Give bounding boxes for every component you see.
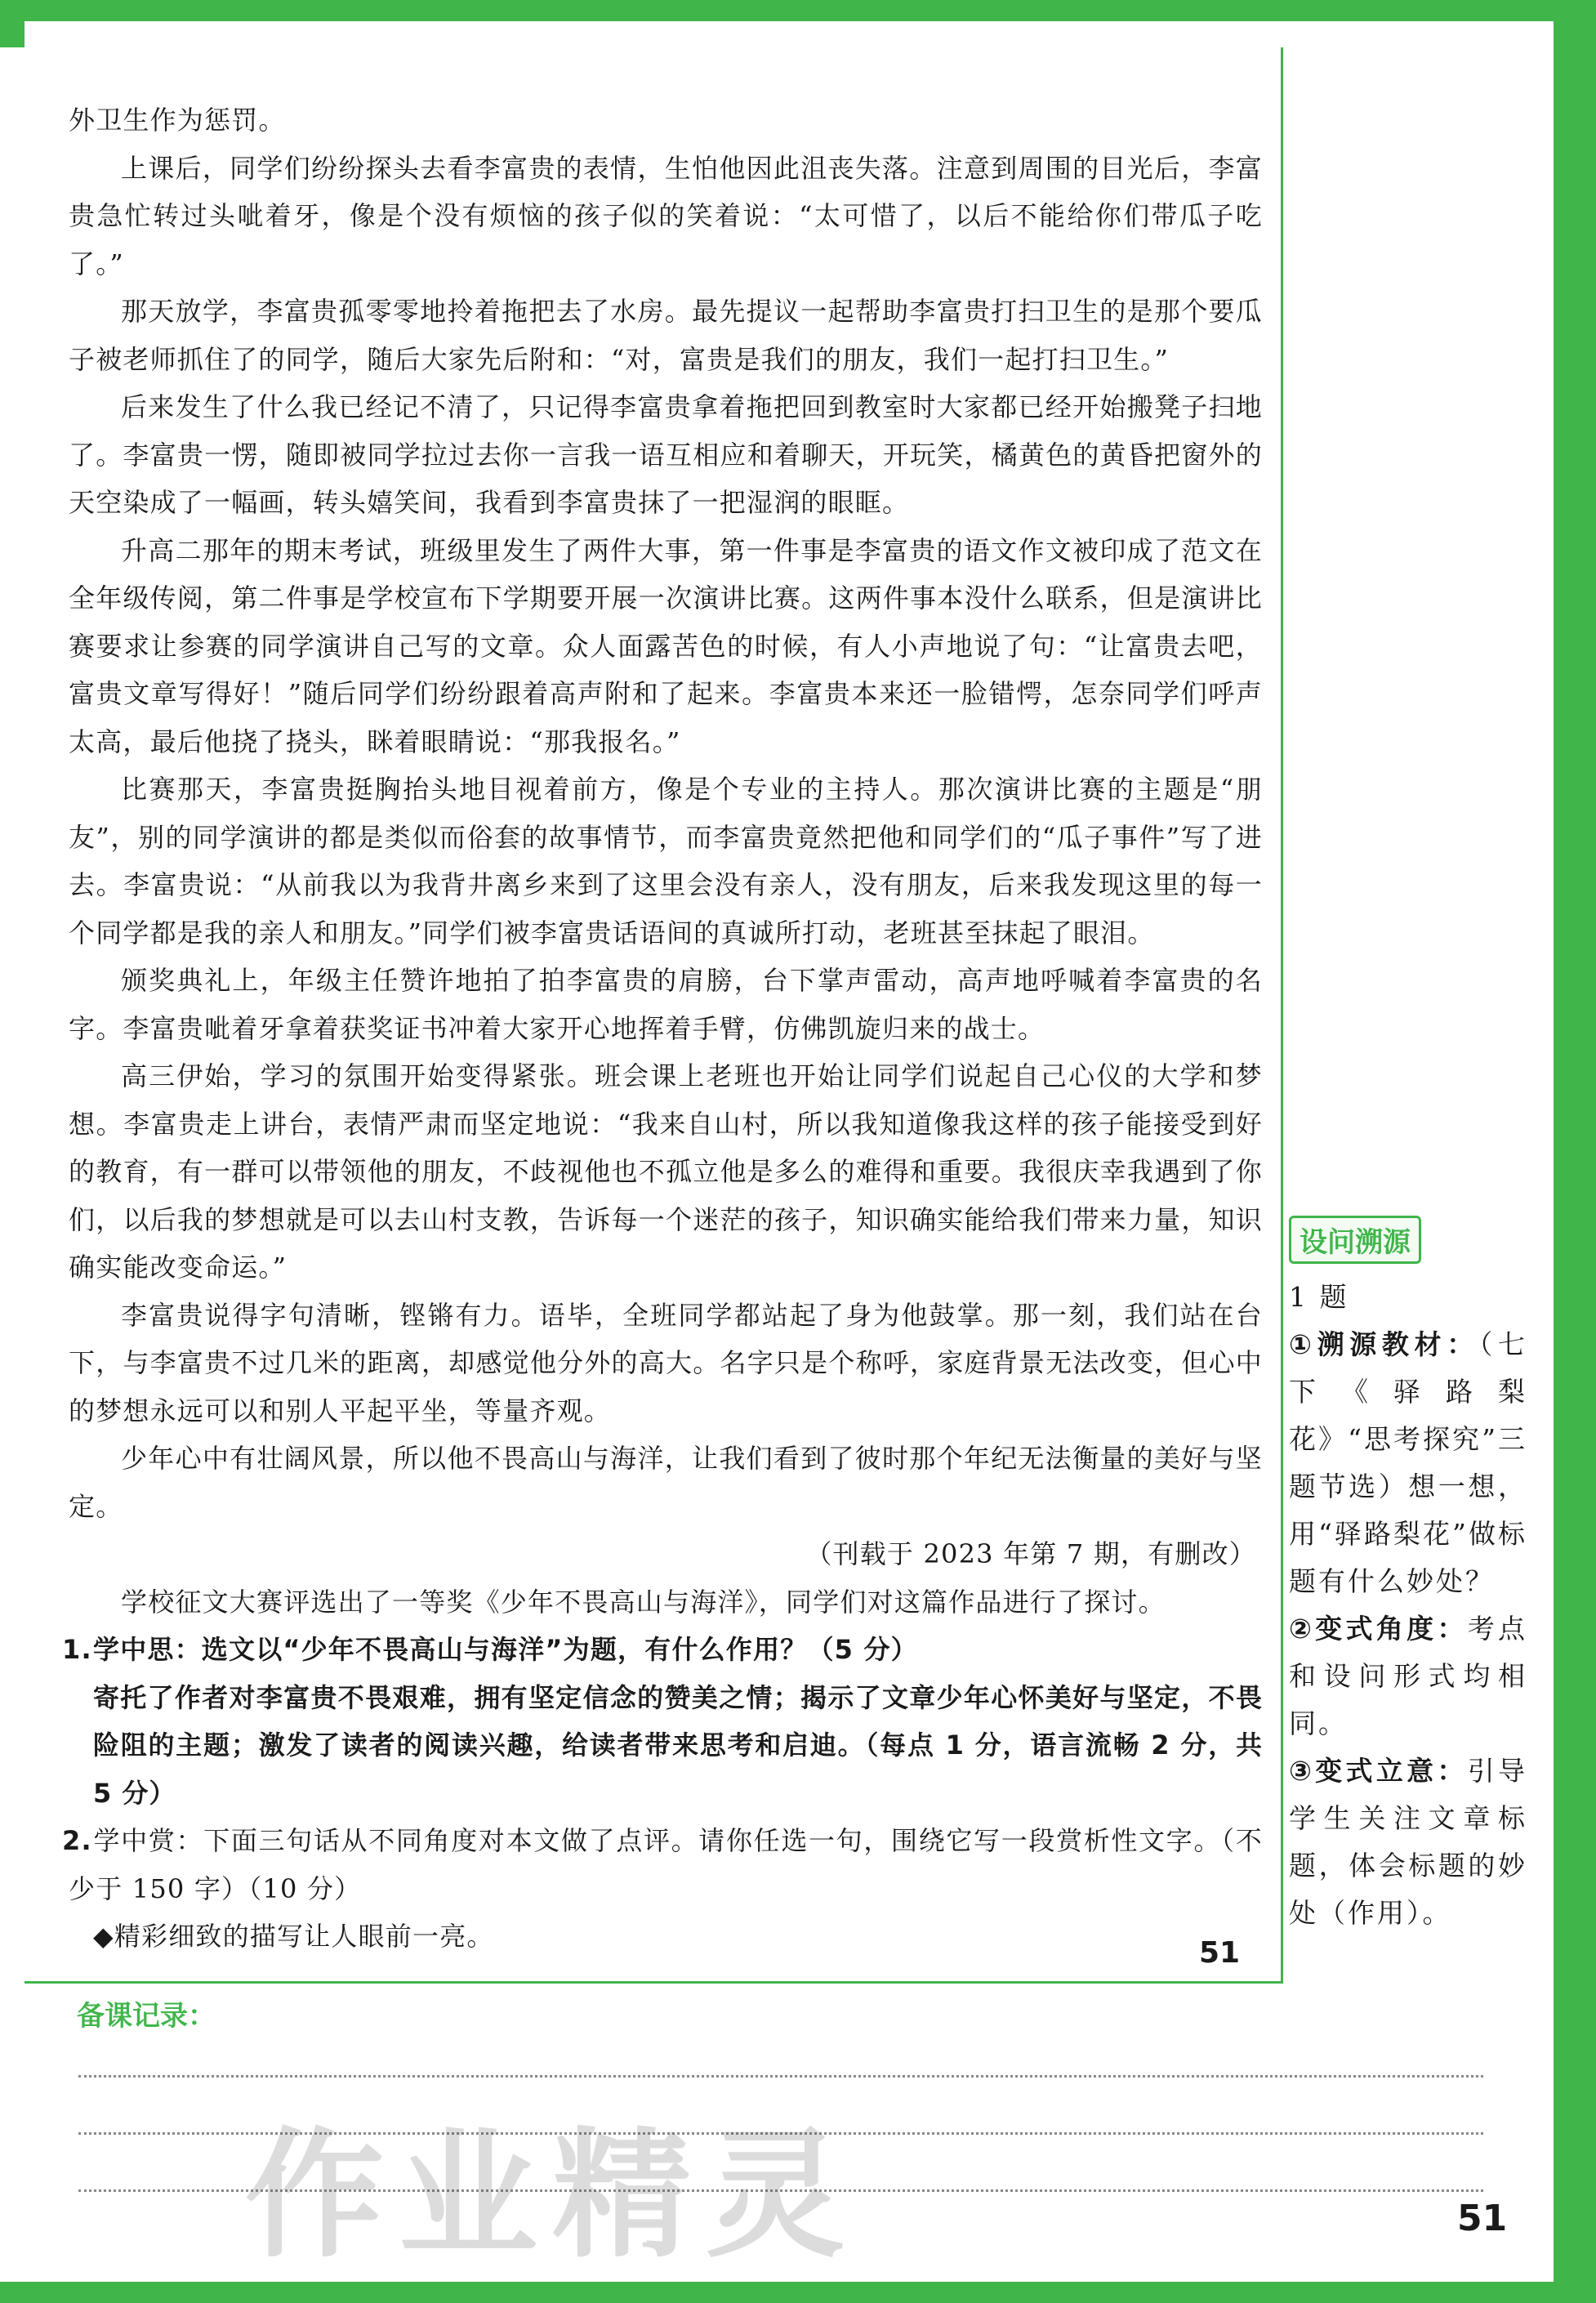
bullet-item: ◆精彩细致的描写让人眼前一亮。 <box>93 1921 494 1952</box>
page-number-outer: 51 <box>1457 2198 1508 2239</box>
question-number: 2. <box>62 1825 92 1856</box>
question-text: 学中赏：下面三句话从不同角度对本文做了点评。请你任选一句，围绕它写一段赏析性文字。（不少于 150 字）（10 分） <box>69 1825 1263 1904</box>
question-1 <box>62 1626 1263 1674</box>
main-text-column <box>62 96 1263 1961</box>
paragraph: 高三伊始，学习的氛围开始变得紧张。班会课上老班也开始让同学们说起自己心仪的大学和梦想。李富贵走上讲台，表情严肃而坚定地说：“我来自山村，所以我知道像我这样的孩子能接受到好的教育，有一群可以带领他的朋友，不歧视他也不孤立他是多么的难得和重要。我很庆幸我遇到了你们，以后我的梦想就是可以去山村支教，告诉每一个迷茫的孩子，知识确实能给我们带来力量，知识确实能改变命运。” <box>69 1060 1263 1283</box>
sidebar-item <box>1289 1605 1527 1747</box>
watermark: 作业精灵 <box>245 2115 860 2277</box>
paragraph: 颁奖典礼上，年级主任赞许地拍了拍李富贵的肩膀，台下掌声雷动，高声地呼喊着李富贵的名字。李富贵呲着牙拿着获奖证书冲着大家开心地挥着手臂，仿佛凯旋归来的战士。 <box>69 965 1263 1044</box>
paragraph: 比赛那天，李富贵挺胸抬头地目视着前方，像是个专业的主持人。那次演讲比赛的主题是“朋友”，别的同学演讲的都是类似而俗套的故事情节，而李富贵竟然把他和同学们的“瓜子事件”写了进去。李富贵说：“从前我以为我背井离乡来到了这里会没有亲人，没有朋友，后来我发现这里的每一个同学都是我的亲人和朋友。”同学们被李富贵话语间的真诚所打动，老班甚至抹起了眼泪。 <box>69 774 1263 948</box>
sidebar-item <box>1289 1747 1527 1937</box>
sidebar-item-label: ②变式角度： <box>1289 1613 1468 1645</box>
green-frame-top <box>0 0 1596 47</box>
paragraph: 升高二那年的期末考试，班级里发生了两件大事，第一件事是李富贵的语文作文被印成了范文在全年级传阅，第二件事是学校宣布下学期要开展一次演讲比赛。这两件事本没什么联系，但是演讲比赛要求让参赛的同学演讲自己写的文章。众人面露苦色的时候，有人小声地说了句：“让富贵去吧，富贵文章写得好！”随后同学们纷纷跟着高声附和了起来。李富贵本来还一脸错愕，怎奈同学们呼声太高，最后他挠了挠头，眯着眼睛说：“那我报名。” <box>69 534 1263 757</box>
page-number: 51 <box>1199 1936 1241 1970</box>
sidebar-item-label: ①溯源教材： <box>1289 1328 1479 1360</box>
green-frame-bottom <box>0 2282 1596 2303</box>
note-line <box>78 2075 1483 2078</box>
paragraph: 上课后，同学们纷纷探头去看李富贵的表情，生怕他因此沮丧失落。注意到周围的目光后，李富贵急忙转过头呲着牙，像是个没有烦恼的孩子似的笑着说：“太可惜了，以后不能给你们带瓜子吃了。” <box>69 152 1263 279</box>
question-2 <box>62 1817 1263 1912</box>
sidebar-item-text: 考点和设问形式均相同。 <box>1289 1613 1527 1739</box>
sidebar-notes <box>1289 1216 1527 1937</box>
paragraph: 李富贵说得字句清晰，铿锵有力。语毕，全班同学都站起了身为他鼓掌。那一刻，我们站在台下，与李富贵不过几米的距离，却感觉他分外的高大。名字只是个称呼，家庭背景无法改变，但心中的梦想永远可以和别人平起平坐，等量齐观。 <box>69 1299 1263 1426</box>
sidebar-item-label: ③变式立意： <box>1289 1755 1468 1787</box>
sidebar-item <box>1289 1321 1527 1605</box>
sidebar-item-text: （七下《驿路梨花》“思考探究”三题节选）想一想，用“驿路梨花”做标题有什么妙处？ <box>1289 1328 1527 1597</box>
sidebar-heading: 1 题 <box>1289 1281 1349 1313</box>
notes-label: 备课记录： <box>77 2000 216 2033</box>
answer-1: 寄托了作者对李富贵不畏艰难，拥有坚定信念的赞美之情；揭示了文章少年心怀美好与坚定，不畏险阻的主题；激发了读者的阅读兴趣，给读者带来思考和启迪。（每点 1 分，语言流畅 2 分，共 5 分） <box>93 1681 1263 1809</box>
sidebar-content <box>1289 1274 1527 1937</box>
sidebar-badge: 设问溯源 <box>1289 1216 1421 1264</box>
intro-text: 学校征文大赛评选出了一等奖《少年不畏高山与海洋》，同学们对这篇作品进行了探讨。 <box>121 1586 1166 1618</box>
green-frame-right <box>1554 0 1596 2303</box>
paragraph: 少年心中有壮阔风景，所以他不畏高山与海洋，让我们看到了彼时那个年纪无法衡量的美好与坚定。 <box>69 1443 1263 1522</box>
section-divider <box>25 1981 1282 1984</box>
question-number: 1. <box>62 1634 92 1665</box>
paragraph: 外卫生作为惩罚。 <box>69 105 286 136</box>
source-citation: （刊载于 2023 年第 7 期，有删改） <box>805 1538 1256 1569</box>
sidebar-item-text: 引导学生关注文章标题，体会标题的妙处（作用）。 <box>1289 1755 1527 1929</box>
sidebar-divider <box>1281 47 1283 1984</box>
paragraph: 那天放学，李富贵孤零零地拎着拖把去了水房。最先提议一起帮助李富贵打扫卫生的是那个要瓜子被老师抓住了的同学，随后大家先后附和：“对，富贵是我们的朋友，我们一起打扫卫生。” <box>69 296 1263 375</box>
question-text: 学中思：选文以“少年不畏高山与海洋”为题，有什么作用？（5 分） <box>93 1634 918 1665</box>
paragraph: 后来发生了什么我已经记不清了，只记得李富贵拿着拖把回到教室时大家都已经开始搬凳子扫地了。李富贵一愣，随即被同学拉过去你一言我一语互相应和着聊天，开玩笑，橘黄色的黄昏把窗外的天空染成了一幅画，转头嬉笑间，我看到李富贵抹了一把湿润的眼眶。 <box>69 391 1263 518</box>
